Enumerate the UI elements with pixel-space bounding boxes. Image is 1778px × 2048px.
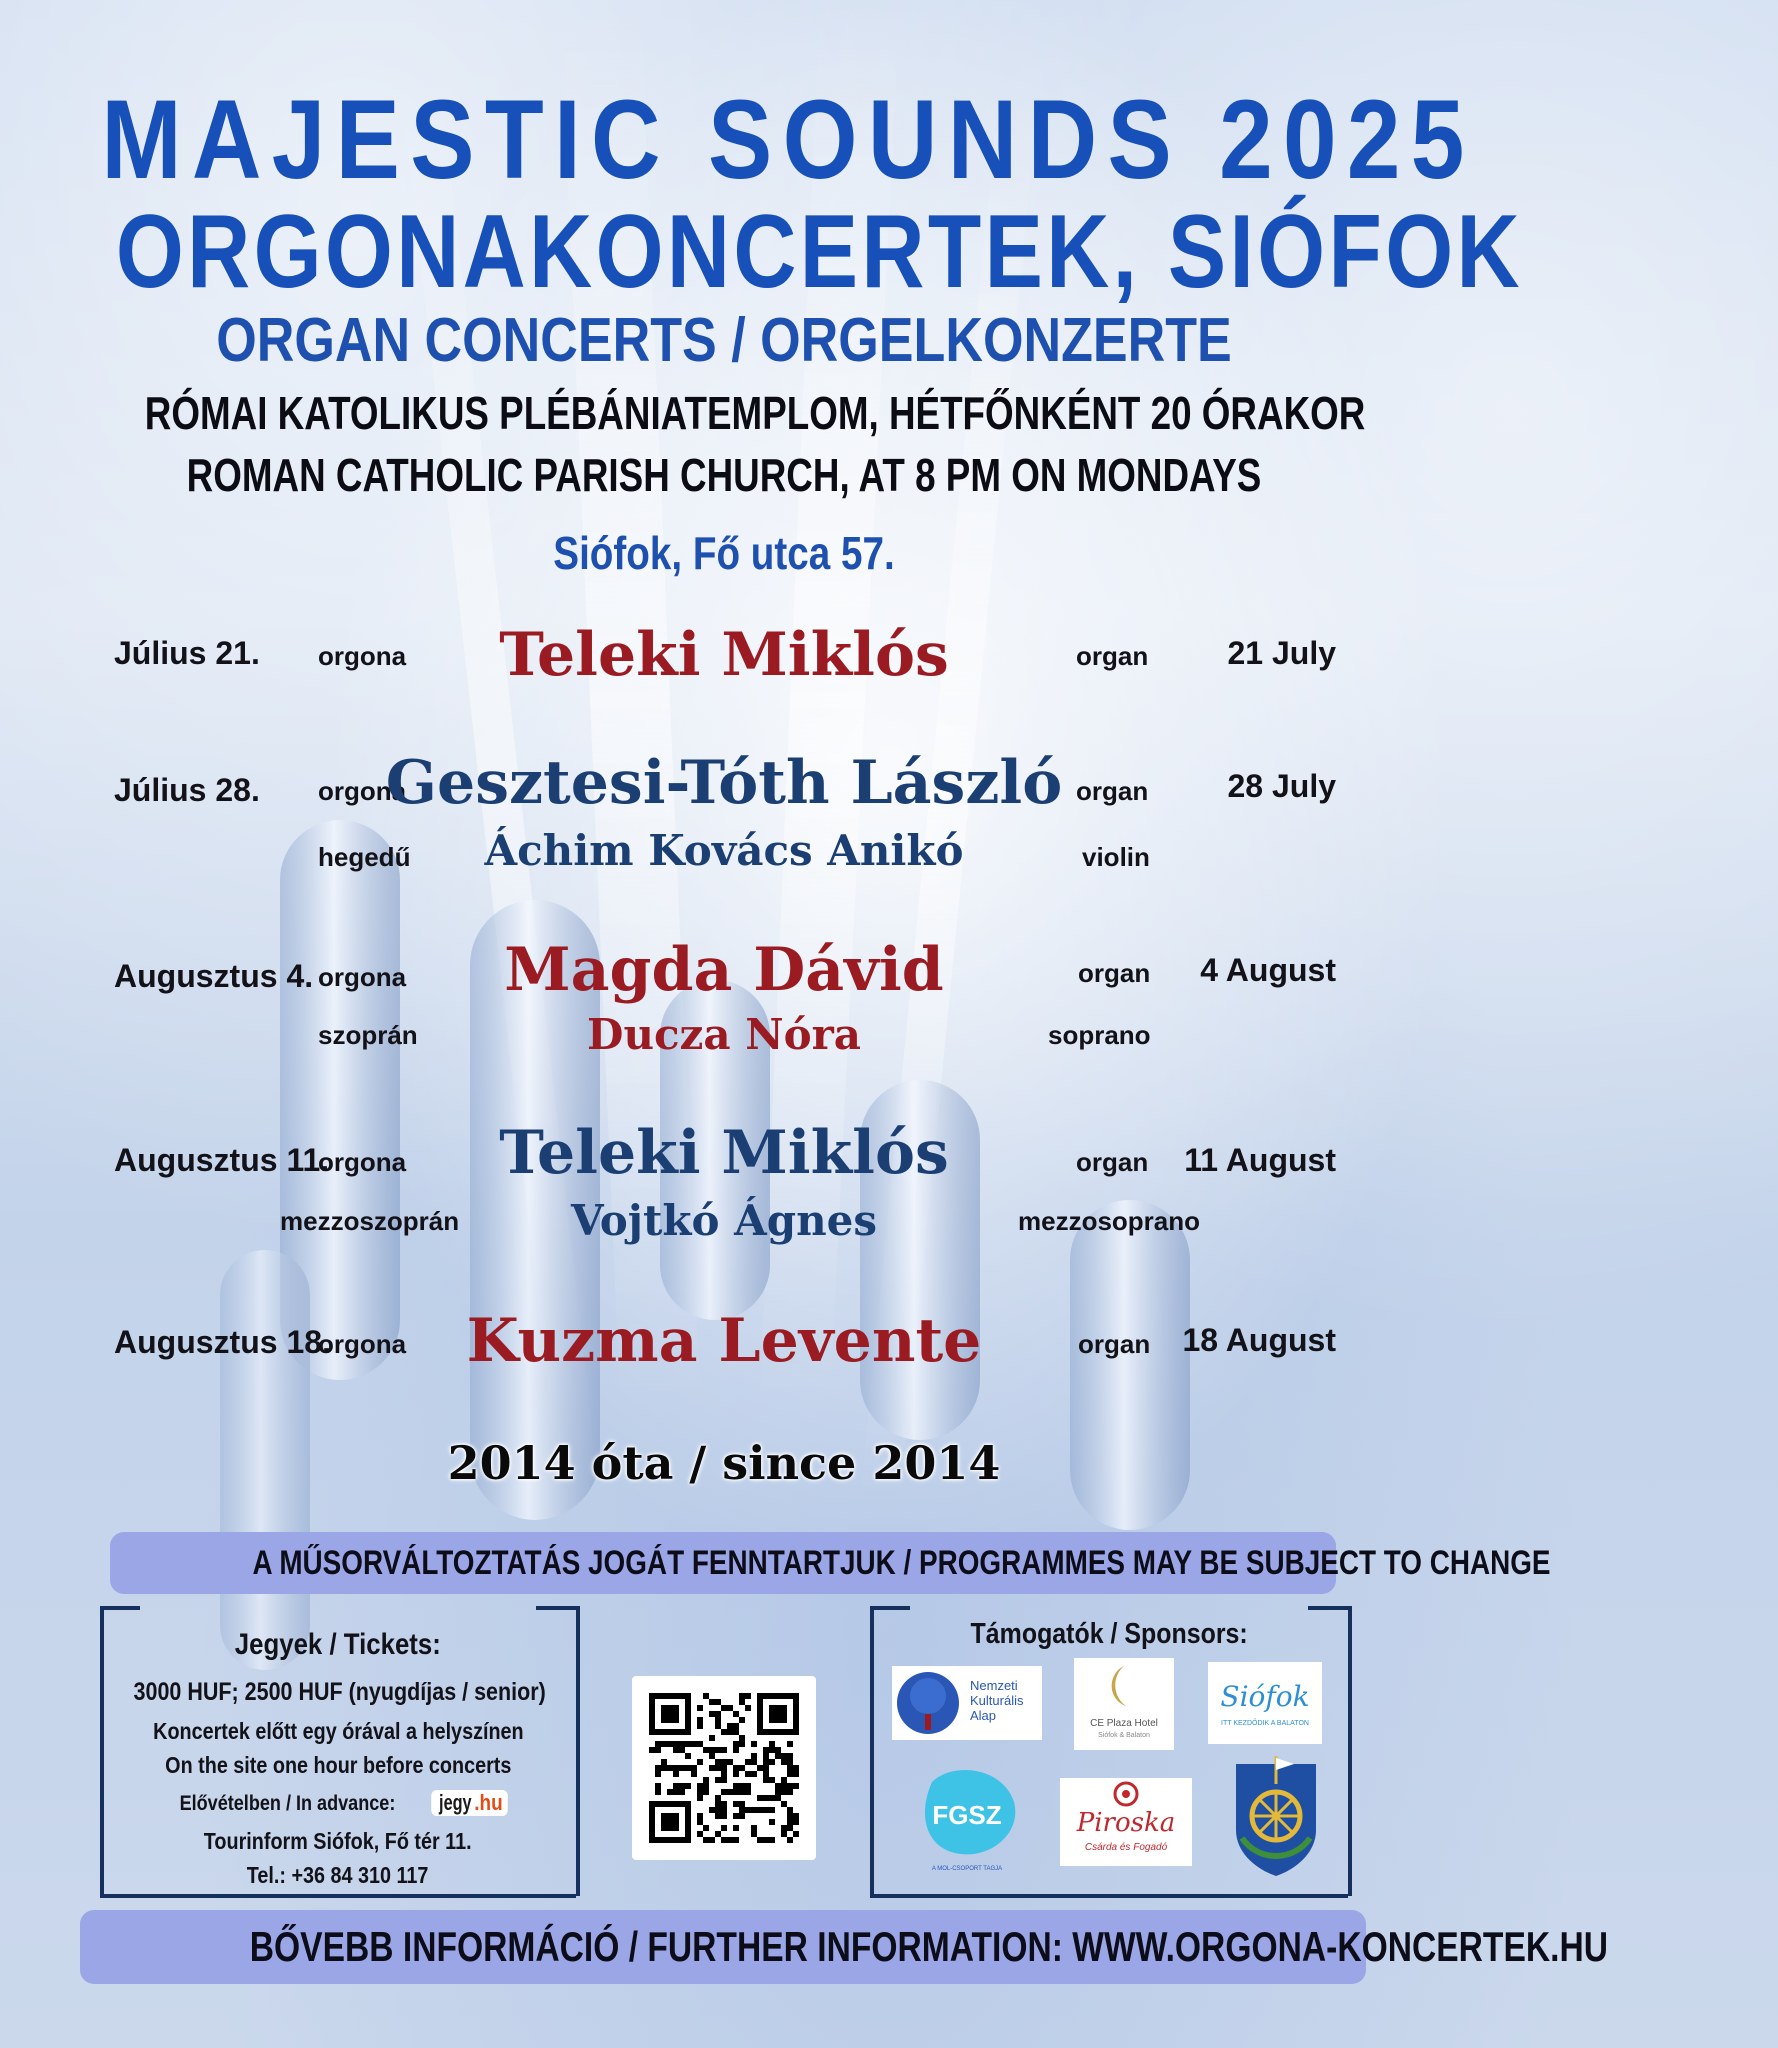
title-line-1: MAJESTIC SOUNDS 2025 [101,77,1475,202]
tickets-heading: Jegyek / Tickets: [234,1628,442,1661]
piroska-tagline: Csárda és Fogadó [1084,1842,1168,1853]
venue-address: Siófok, Fő utca 57. [553,527,895,579]
ticket-onsite-en: On the site one hour before concerts [164,1752,512,1778]
concert-role-hu: orgona [318,776,407,806]
concert-role-hu: hegedű [318,842,411,872]
title-line-2: ORGONAKONCERTEK, SIÓFOK [115,194,1523,310]
ticket-onsite-hu: Koncertek előtt egy órával a helyszínen [152,1718,524,1744]
fgsz-logo[interactable] [912,1762,1022,1880]
siofok-logo-text: Siófok [1220,1680,1310,1713]
nka-text: Nemzeti Kulturális Alap [970,1678,1024,1723]
concert-date-en: 18 August [1182,1322,1336,1358]
sponsors-frame-corner [870,1606,910,1610]
nka-logo[interactable] [892,1666,1042,1740]
piroska-logo-text: Piroska [1076,1808,1176,1838]
tourinform-phone: Tel.: +36 84 310 117 [247,1862,429,1888]
further-information-text: BŐVEBB INFORMÁCIÓ / FURTHER INFORMATION: WWW.ORGONA-KONCERTEK.HU [249,1923,1608,1970]
concert-role-en: violin [1082,842,1150,872]
performer-name: Áchim Kovács Anikó [484,826,964,875]
program-change-notice [110,1532,1551,1594]
concert-role-en: organ [1078,958,1151,988]
ce-plaza-subtext: Siófok & Balaton [1098,1732,1150,1739]
notice-text: A MŰSORVÁLTOZTATÁS JOGÁT FENNTARTJUK / PROGRAMMES MAY BE SUBJECT TO CHANGE [252,1544,1551,1582]
performer-name: Vojtkó Ágnes [571,1196,877,1245]
ce-plaza-logo[interactable] [1074,1658,1174,1750]
concert-role-en: organ [1076,776,1149,806]
tourinform-address: Tourinform Siófok, Fő tér 11. [204,1828,472,1854]
concert-role-en: organ [1078,1329,1151,1359]
concert-date-en: 4 August [1200,952,1336,988]
concert-role-hu: orgona [318,1147,407,1177]
performer-name: Magda Dávid [504,935,944,1005]
concert-role-hu: orgona [318,641,407,671]
concert-date-hu: Július 28. [114,772,260,808]
venue-hungarian: RÓMAI KATOLIKUS PLÉBÁNIATEMPLOM, HÉTFŐNKÉNT 20 ÓRAKOR [144,387,1366,439]
further-information-banner[interactable] [80,1910,1608,1984]
concert-role-hu: orgona [318,1329,407,1359]
venue-english: ROMAN CATHOLIC PARISH CHURCH, AT 8 PM ON MONDAYS [186,449,1262,501]
concert-role-en: organ [1076,641,1149,671]
concert-role-hu: mezzoszoprán [280,1206,460,1236]
siofok-logo[interactable] [1208,1662,1322,1744]
concert-date-hu: Augusztus 18. [114,1324,331,1360]
concert-date-en: 28 July [1227,768,1336,804]
concert-role-hu: orgona [318,962,407,992]
jegy-hu-logo[interactable]: jegy .hu [431,1790,508,1816]
sponsors-frame-bottom [870,1894,1348,1898]
concert-role-en: organ [1076,1147,1149,1177]
qr-code-icon [632,1676,816,1860]
coat-of-arms-icon [1228,1754,1324,1878]
concert-role-en: mezzosoprano [1018,1206,1201,1236]
concert-date-en: 21 July [1227,635,1336,671]
fgsz-tagline: A MOL-CSOPORT TAGJA [931,1866,1003,1872]
since-year: 2014 óta / since 2014 [447,1436,1001,1490]
piroska-logo[interactable] [1060,1778,1192,1866]
tickets-frame-corner [100,1606,140,1610]
ce-plaza-moon-icon [1074,1658,1174,1718]
concert-role-en: soprano [1048,1020,1151,1050]
performer-name: Teleki Miklós [499,1118,949,1188]
performer-name: Gesztesi-Tóth László [385,748,1063,818]
ce-plaza-text: CE Plaza Hotel [1090,1718,1158,1729]
ticket-advance: Elővételben / In advance: jegy .hu [100,1790,576,1816]
concert-date-hu: Augusztus 4. [114,958,314,994]
tickets-frame-bottom [100,1894,576,1898]
performer-name: Kuzma Levente [466,1306,982,1376]
concert-date-hu: Augusztus 11. [114,1142,330,1178]
siofok-tagline: ITT KEZDŐDIK A BALATON [1221,1720,1309,1727]
piroska-ornament-icon [1060,1778,1192,1812]
performer-name: Ducza Nóra [587,1010,861,1059]
concert-role-hu: szoprán [318,1020,418,1050]
qr-code[interactable] [632,1676,816,1860]
fgsz-logo-text: FGSZ [932,1800,1002,1830]
siofok-coat-of-arms[interactable] [1228,1754,1324,1878]
subtitle: ORGAN CONCERTS / ORGELKONZERTE [216,306,1232,375]
sponsors-heading: Támogatók / Sponsors: [970,1618,1248,1650]
performer-name: Teleki Miklós [499,620,949,690]
ticket-prices: 3000 HUF; 2500 HUF (nyugdíjas / senior) [133,1678,546,1706]
concert-date-en: 11 August [1184,1142,1336,1178]
tickets-frame-corner [536,1606,576,1610]
sponsors-frame-corner [1308,1606,1348,1610]
concert-date-hu: Július 21. [114,635,260,671]
